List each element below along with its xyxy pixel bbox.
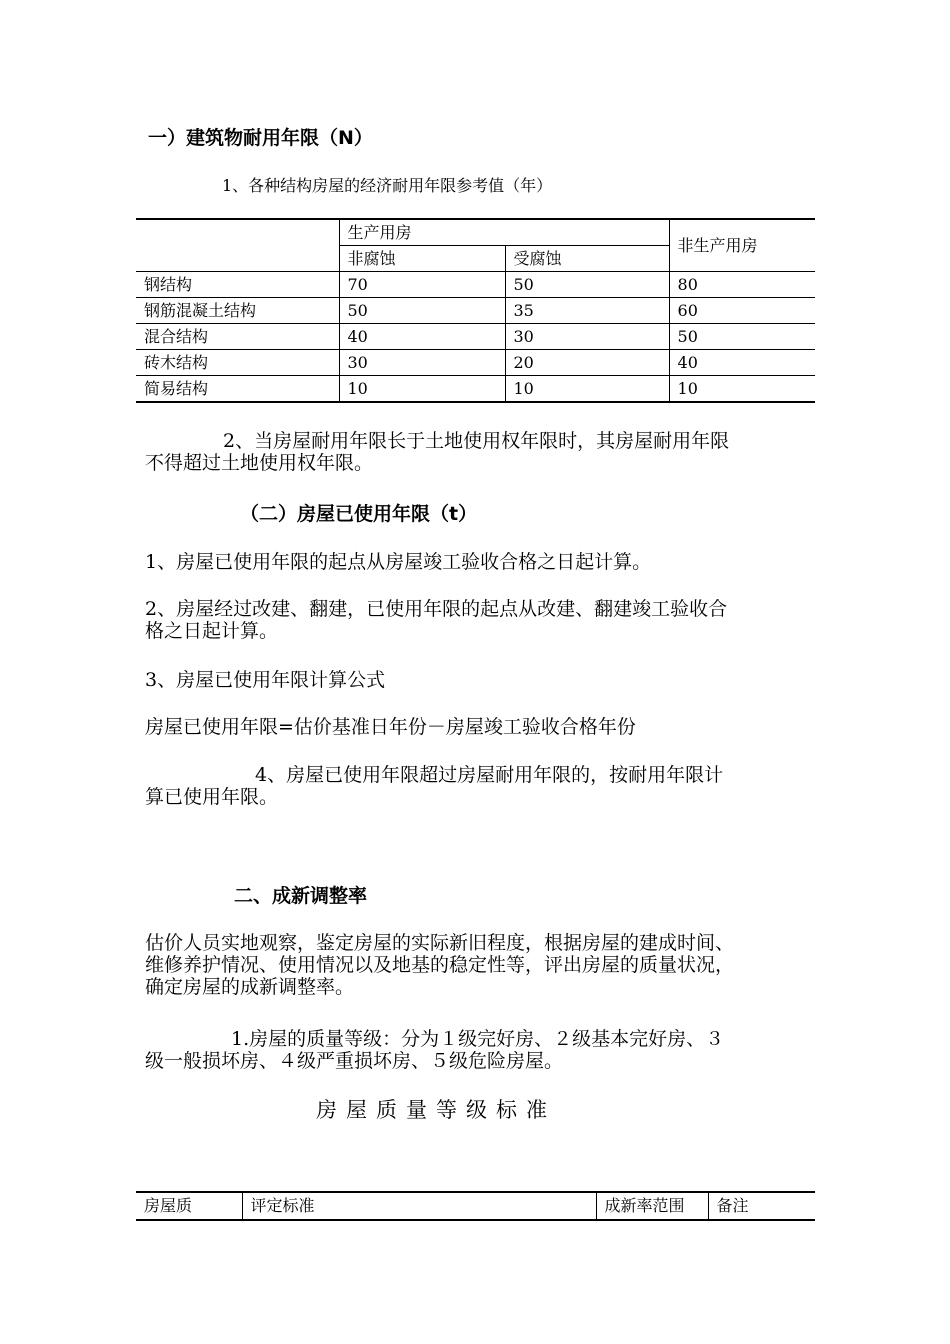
paragraph-formula-label: 3、房屋已使用年限计算公式: [145, 669, 386, 691]
structure-name: 钢筋混凝土结构: [136, 298, 339, 324]
noncorrosive-value: 50: [339, 298, 505, 324]
noncorrosive-value: 10: [339, 376, 505, 403]
paragraph-line: 维修养护情况、使用情况以及地基的稳定性等，评出房屋的质量状况，: [145, 954, 735, 976]
noncorrosive-value: 70: [339, 272, 505, 298]
noncorrosive-header: 非腐蚀: [339, 246, 505, 272]
grade-standard-table: [136, 1191, 815, 1221]
note-line-1: 2、当房屋耐用年限长于土地使用权年限时，其房屋耐用年限: [223, 430, 730, 452]
corrosive-value: 50: [505, 272, 669, 298]
paragraph-rebuild: [145, 598, 817, 642]
paragraph-line: 格之日起计算。: [145, 620, 279, 642]
noncorrosive-value: 40: [339, 324, 505, 350]
note-line-2: 不得超过土地使用权年限。: [145, 452, 374, 474]
table-row: [136, 298, 815, 324]
table-corner-cell: [136, 219, 339, 272]
structure-name: 简易结构: [136, 376, 339, 403]
note-land-use-limit: [145, 430, 817, 474]
paragraph-line: 4、房屋已使用年限超过房屋耐用年限的，按耐用年限计: [255, 764, 724, 786]
table-row: [136, 376, 815, 403]
durability-table: [136, 218, 815, 403]
section-heading-renewal-rate: 二、成新调整率: [234, 885, 368, 907]
paragraph-line: 级一般损坏房、４级严重损坏房、５级危险房屋。: [145, 1050, 564, 1072]
paragraph-inspection: [145, 932, 817, 998]
corrosive-value: 10: [505, 376, 669, 403]
paragraph-start-point: 1、房屋已使用年限的起点从房屋竣工验收合格之日起计算。: [145, 551, 652, 573]
nonproduction-header: 非生产用房: [669, 219, 815, 272]
corrosive-value: 30: [505, 324, 669, 350]
nonproduction-value: 50: [669, 324, 815, 350]
section-heading-durability: 一）建筑物耐用年限（N）: [148, 127, 373, 149]
grade-header-quality: 房屋质: [136, 1192, 242, 1220]
nonproduction-value: 40: [669, 350, 815, 376]
production-header: 生产用房: [339, 219, 669, 246]
paragraph-exceed-limit: [145, 764, 817, 808]
nonproduction-value: 10: [669, 376, 815, 403]
grade-header-rate-range: 成新率范围: [596, 1192, 708, 1220]
structure-name: 钢结构: [136, 272, 339, 298]
table-row: [136, 324, 815, 350]
table-header-row: [136, 219, 815, 246]
paragraph-line: 算已使用年限。: [145, 786, 279, 808]
grade-table-title: 房屋质量等级标准: [316, 1098, 556, 1122]
corrosive-value: 20: [505, 350, 669, 376]
nonproduction-value: 80: [669, 272, 815, 298]
section-heading-used-years: （二）房屋已使用年限（t）: [240, 503, 478, 525]
formula-text: 房屋已使用年限=估价基准日年份－房屋竣工验收合格年份: [145, 716, 636, 738]
structure-name: 混合结构: [136, 324, 339, 350]
grade-table-header-row: [136, 1192, 815, 1220]
paragraph-quality-grades: [145, 1028, 817, 1072]
noncorrosive-value: 30: [339, 350, 505, 376]
grade-header-remarks: 备注: [708, 1192, 815, 1220]
table-row: [136, 272, 815, 298]
table-row: [136, 350, 815, 376]
corrosive-value: 35: [505, 298, 669, 324]
grade-header-criteria: 评定标准: [242, 1192, 596, 1220]
nonproduction-value: 60: [669, 298, 815, 324]
structure-name: 砖木结构: [136, 350, 339, 376]
table-caption-durability: 1、各种结构房屋的经济耐用年限参考值（年）: [222, 176, 553, 195]
paragraph-line: 1.房屋的质量等级：分为１级完好房、２级基本完好房、３: [231, 1028, 725, 1050]
paragraph-line: 确定房屋的成新调整率。: [145, 976, 355, 998]
corrosive-header: 受腐蚀: [505, 246, 669, 272]
paragraph-line: 2、房屋经过改建、翻建，已使用年限的起点从改建、翻建竣工验收合: [145, 598, 728, 620]
paragraph-line: 估价人员实地观察，鉴定房屋的实际新旧程度，根据房屋的建成时间、: [145, 932, 735, 954]
